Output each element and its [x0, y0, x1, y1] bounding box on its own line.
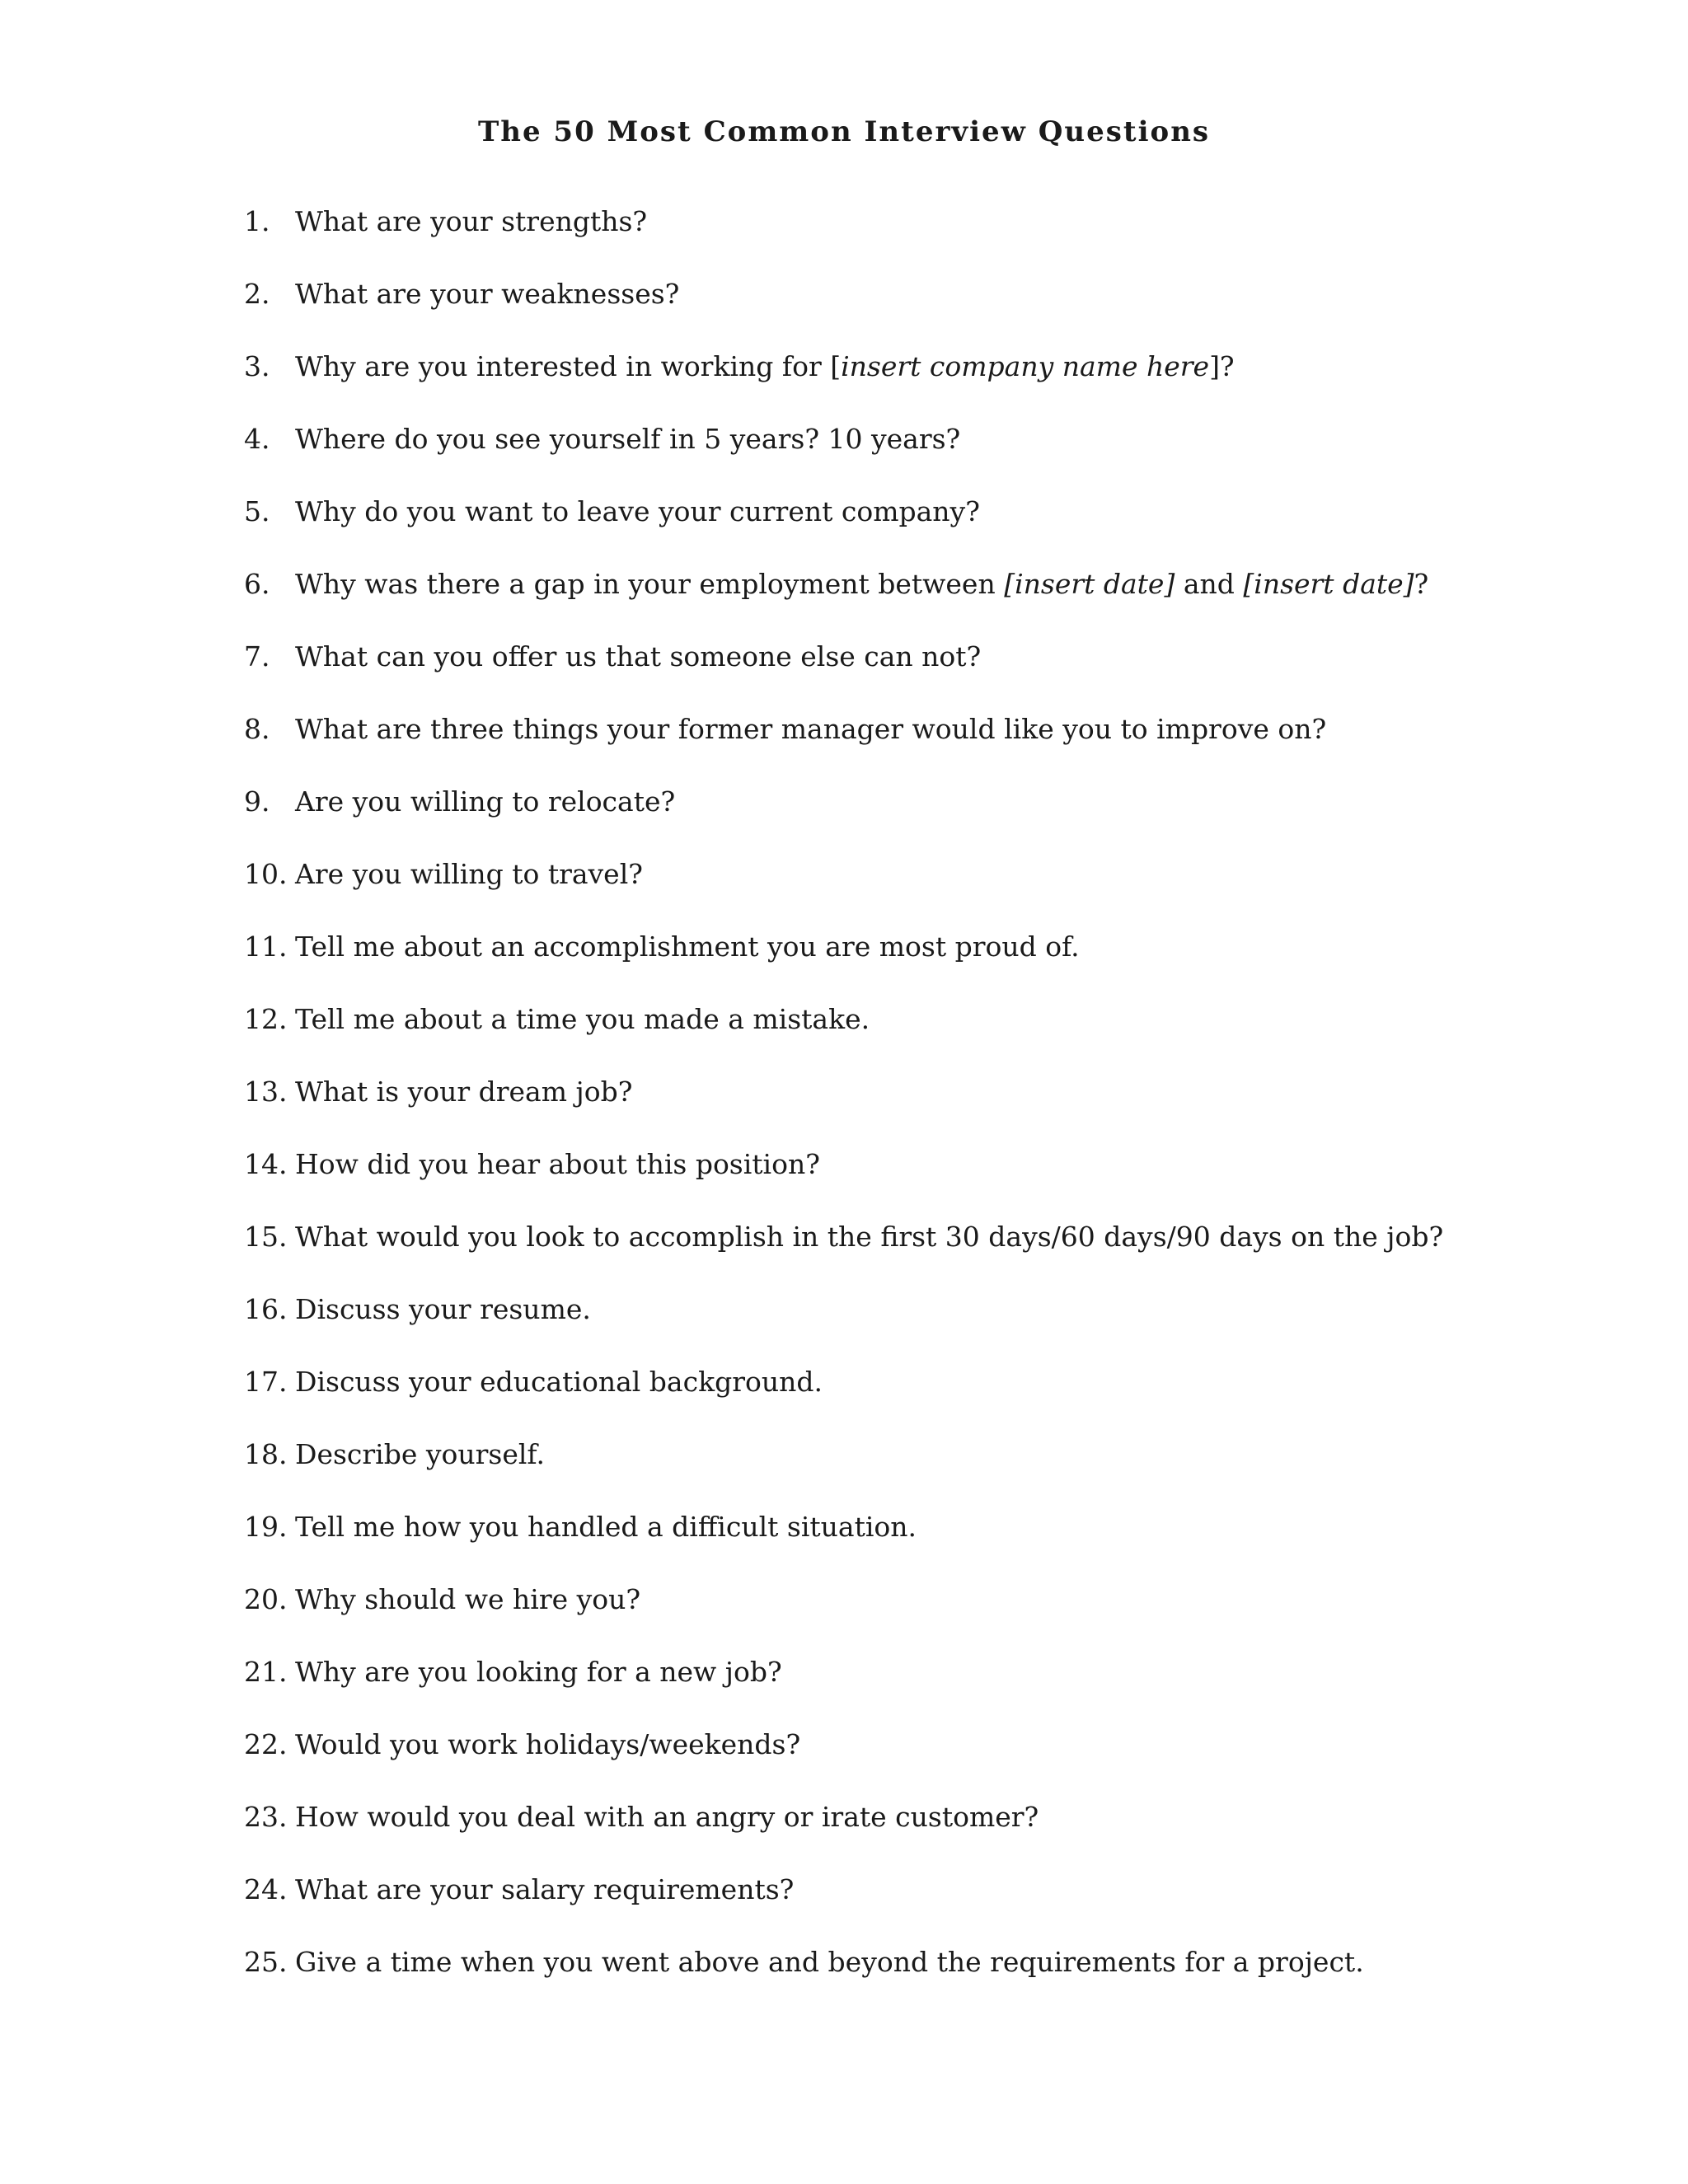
- question-number: 1.: [244, 205, 270, 237]
- question-text: Tell me how you handled a difficult situation.: [295, 1511, 917, 1543]
- question-text: Discuss your educational background.: [295, 1366, 823, 1398]
- question-text: What are three things your former manager would like you to improve on?: [295, 713, 1327, 745]
- question-item: [244, 1652, 1480, 1724]
- question-item: [244, 201, 1480, 274]
- question-number: 23.: [244, 1801, 288, 1833]
- question-text: Would you work holidays/weekends?: [295, 1728, 801, 1760]
- question-text: How did you hear about this position?: [295, 1148, 820, 1180]
- question-text: Are you willing to relocate?: [295, 785, 676, 818]
- question-item: [244, 1216, 1480, 1289]
- question-number: 13.: [244, 1076, 288, 1108]
- question-text: Discuss your resume.: [295, 1293, 591, 1325]
- question-item: [244, 1724, 1480, 1797]
- question-text: Give a time when you went above and beyond the requirements for a project.: [295, 1946, 1364, 1978]
- question-number: 11.: [244, 930, 288, 963]
- question-text: Where do you see yourself in 5 years? 10 years?: [295, 423, 961, 455]
- question-number: 25.: [244, 1946, 288, 1978]
- question-item: [244, 564, 1480, 636]
- question-text: Describe yourself.: [295, 1438, 545, 1470]
- question-text: Why should we hire you?: [295, 1583, 641, 1615]
- question-number: 18.: [244, 1438, 288, 1470]
- question-number: 17.: [244, 1366, 288, 1398]
- question-text: Tell me about a time you made a mistake.: [295, 1003, 870, 1035]
- question-text: How would you deal with an angry or irate customer?: [295, 1801, 1039, 1833]
- question-item: [244, 781, 1480, 854]
- question-number: 21.: [244, 1656, 288, 1688]
- question-item: [244, 274, 1480, 346]
- question-text: What are your salary requirements?: [295, 1873, 795, 1905]
- question-number: 24.: [244, 1873, 288, 1905]
- question-text: Why was there a gap in your employment between [insert date] and [insert date]?: [295, 568, 1429, 600]
- italic-placeholder: [insert date]: [1004, 568, 1175, 600]
- question-item: [244, 419, 1480, 491]
- question-number: 6.: [244, 568, 270, 600]
- question-number: 4.: [244, 423, 270, 455]
- question-number: 22.: [244, 1728, 288, 1760]
- question-number: 12.: [244, 1003, 288, 1035]
- question-item: [244, 1361, 1480, 1434]
- question-text: Why do you want to leave your current company?: [295, 495, 980, 527]
- question-text: What would you look to accomplish in the first 30 days/60 days/90 days on the job?: [295, 1221, 1444, 1253]
- question-text: Why are you interested in working for [insert company name here]?: [295, 350, 1235, 382]
- question-item: [244, 491, 1480, 564]
- question-number: 14.: [244, 1148, 288, 1180]
- question-text: What are your strengths?: [295, 205, 648, 237]
- question-text: Why are you looking for a new job?: [295, 1656, 782, 1688]
- question-item: [244, 1434, 1480, 1507]
- question-list: [244, 201, 1480, 2014]
- question-number: 15.: [244, 1221, 288, 1253]
- question-text: Tell me about an accomplishment you are most proud of.: [295, 930, 1080, 963]
- question-text: What is your dream job?: [295, 1076, 633, 1108]
- question-item: [244, 1579, 1480, 1652]
- question-number: 20.: [244, 1583, 288, 1615]
- question-text: What can you offer us that someone else can not?: [295, 640, 982, 673]
- question-number: 8.: [244, 713, 270, 745]
- question-item: [244, 1507, 1480, 1579]
- question-item: [244, 1942, 1480, 2014]
- question-item: [244, 709, 1480, 781]
- question-number: 9.: [244, 785, 270, 818]
- question-number: 5.: [244, 495, 270, 527]
- question-item: [244, 1071, 1480, 1144]
- question-number: 3.: [244, 350, 270, 382]
- italic-placeholder: insert company name here: [841, 350, 1210, 382]
- italic-placeholder: [insert date]: [1243, 568, 1414, 600]
- question-item: [244, 1797, 1480, 1869]
- question-item: [244, 346, 1480, 419]
- question-number: 2.: [244, 278, 270, 310]
- question-item: [244, 1144, 1480, 1216]
- question-number: 16.: [244, 1293, 288, 1325]
- question-item: [244, 854, 1480, 926]
- document-title: The 50 Most Common Interview Questions: [477, 115, 1211, 148]
- question-item: [244, 636, 1480, 709]
- question-text: Are you willing to travel?: [295, 858, 643, 890]
- question-item: [244, 999, 1480, 1071]
- question-number: 19.: [244, 1511, 288, 1543]
- question-number: 10.: [244, 858, 288, 890]
- question-item: [244, 1869, 1480, 1942]
- question-number: 7.: [244, 640, 270, 673]
- question-item: [244, 1289, 1480, 1361]
- question-text: What are your weaknesses?: [295, 278, 680, 310]
- question-item: [244, 926, 1480, 999]
